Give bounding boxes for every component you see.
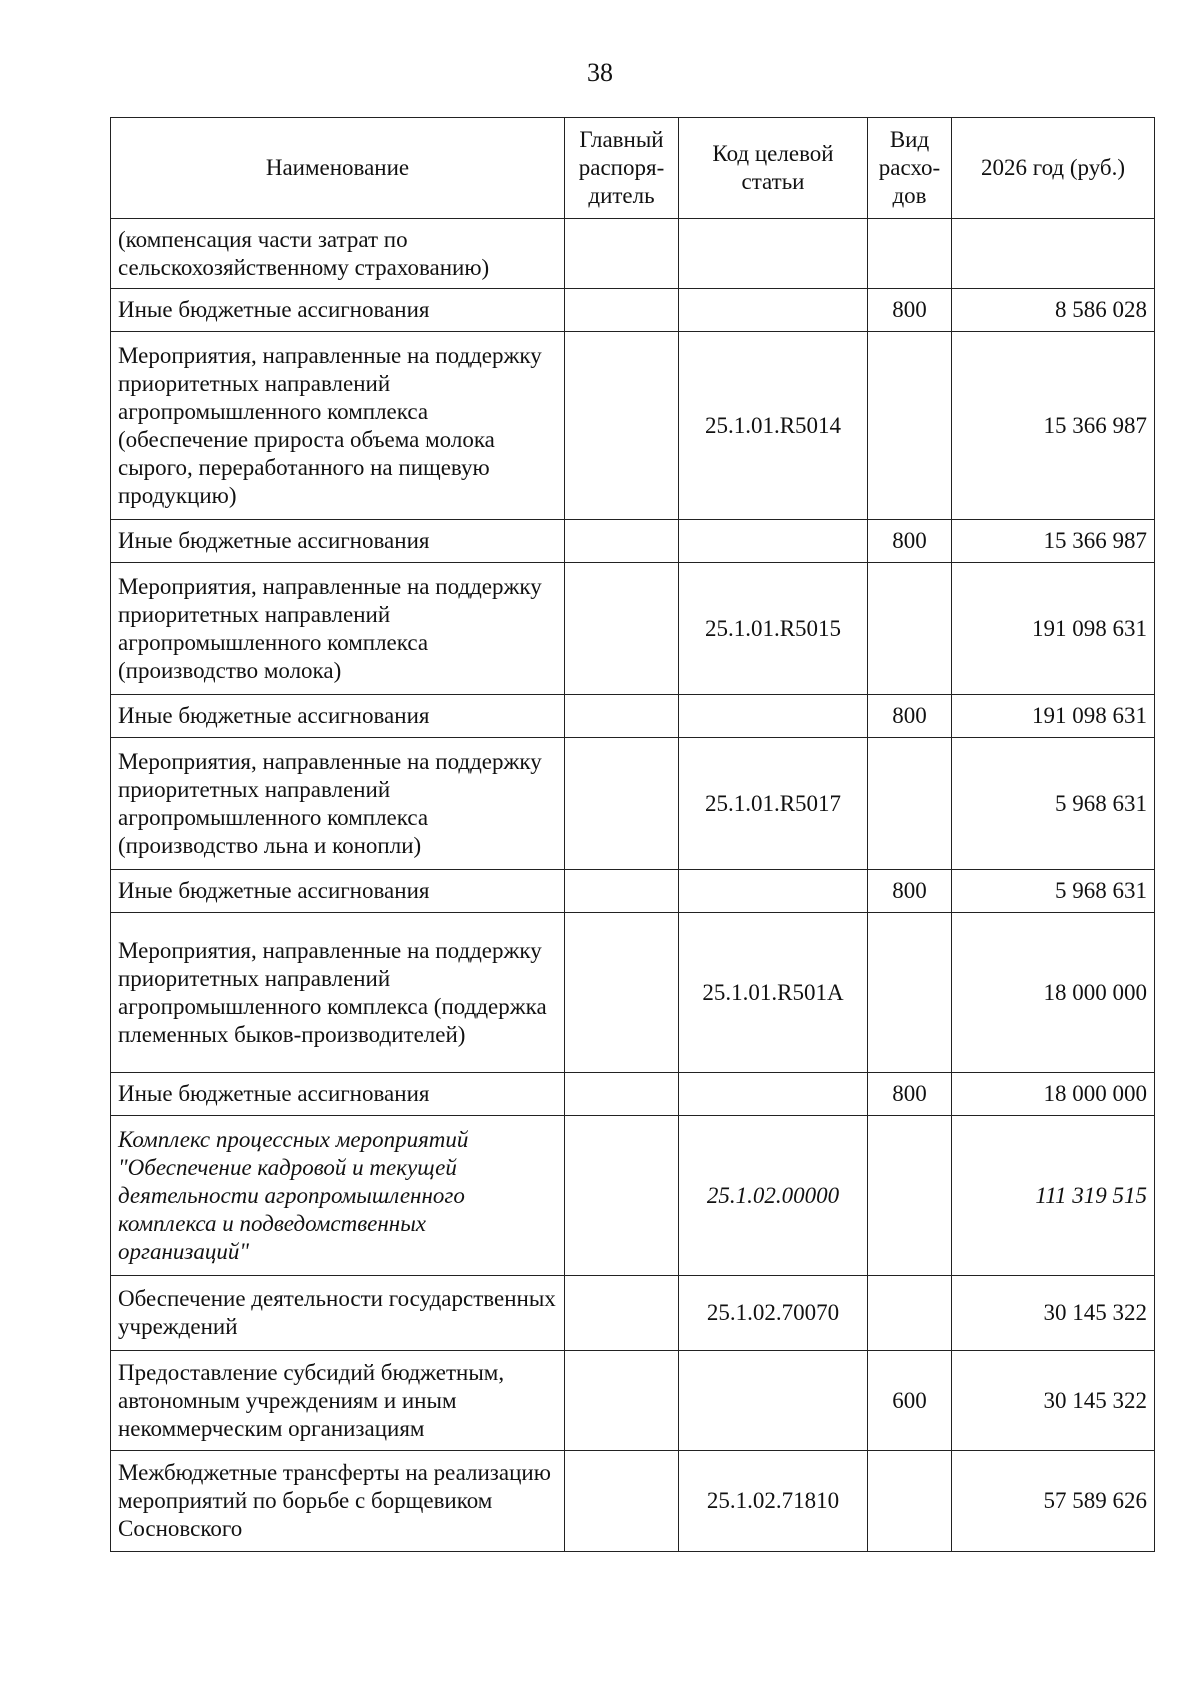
table-header-row <box>111 118 1155 219</box>
budget-table <box>110 117 1155 1552</box>
cell-amount: 111 319 515 <box>952 1116 1155 1276</box>
table-row <box>111 1073 1155 1116</box>
cell-amount <box>952 219 1155 289</box>
cell-amount: 57 589 626 <box>952 1451 1155 1552</box>
cell-target-code: 25.1.02.71810 <box>679 1451 868 1552</box>
table-row <box>111 870 1155 913</box>
table-row <box>111 1116 1155 1276</box>
cell-main-manager <box>565 1451 679 1552</box>
cell-expense-type <box>868 1451 952 1552</box>
cell-name: Предоставление субсидий бюджетным, автономным учреждениям и иным некоммерческим организациям <box>111 1351 565 1451</box>
cell-main-manager <box>565 1116 679 1276</box>
table-row <box>111 1276 1155 1351</box>
cell-expense-type: 800 <box>868 289 952 332</box>
cell-main-manager <box>565 289 679 332</box>
cell-target-code <box>679 219 868 289</box>
cell-main-manager <box>565 1351 679 1451</box>
cell-target-code: 25.1.01.R5014 <box>679 332 868 520</box>
cell-main-manager <box>565 1073 679 1116</box>
table-row <box>111 913 1155 1073</box>
cell-expense-type <box>868 563 952 695</box>
cell-amount: 15 366 987 <box>952 520 1155 563</box>
cell-expense-type <box>868 332 952 520</box>
cell-name: Комплекс процессных мероприятий "Обеспечение кадровой и текущей деятельности агропромышленного комплекса и подведомственных организаций" <box>111 1116 565 1276</box>
cell-target-code: 25.1.01.R501A <box>679 913 868 1073</box>
cell-main-manager <box>565 913 679 1073</box>
table-row <box>111 1451 1155 1552</box>
cell-name: Иные бюджетные ассигнования <box>111 695 565 738</box>
cell-amount: 5 968 631 <box>952 738 1155 870</box>
cell-target-code <box>679 289 868 332</box>
cell-amount: 18 000 000 <box>952 913 1155 1073</box>
cell-main-manager <box>565 219 679 289</box>
cell-name: Мероприятия, направленные на поддержку приоритетных направлений агропромышленного комплекса (производство льна и конопли) <box>111 738 565 870</box>
cell-name: Обеспечение деятельности государственных учреждений <box>111 1276 565 1351</box>
cell-target-code: 25.1.01.R5017 <box>679 738 868 870</box>
cell-amount: 30 145 322 <box>952 1351 1155 1451</box>
table-row <box>111 695 1155 738</box>
cell-target-code <box>679 520 868 563</box>
cell-expense-type <box>868 1116 952 1276</box>
cell-amount: 18 000 000 <box>952 1073 1155 1116</box>
cell-amount: 15 366 987 <box>952 332 1155 520</box>
table-row <box>111 332 1155 520</box>
cell-name: Иные бюджетные ассигнования <box>111 520 565 563</box>
cell-name: Мероприятия, направленные на поддержку приоритетных направлений агропромышленного комплекса (поддержка племенных быков-производителей) <box>111 913 565 1073</box>
cell-main-manager <box>565 520 679 563</box>
table-row <box>111 219 1155 289</box>
cell-amount: 30 145 322 <box>952 1276 1155 1351</box>
cell-main-manager <box>565 870 679 913</box>
cell-name: Мероприятия, направленные на поддержку приоритетных направлений агропромышленного комплекса (обеспечение прироста объема молока сырого, переработанного на пищевую продукцию) <box>111 332 565 520</box>
header-name: Наименование <box>111 118 565 219</box>
cell-name: Иные бюджетные ассигнования <box>111 870 565 913</box>
table-row <box>111 1351 1155 1451</box>
cell-main-manager <box>565 1276 679 1351</box>
cell-name: Межбюджетные трансферты на реализацию мероприятий по борьбе с борщевиком Сосновского <box>111 1451 565 1552</box>
cell-name: Иные бюджетные ассигнования <box>111 289 565 332</box>
cell-target-code <box>679 695 868 738</box>
cell-expense-type: 800 <box>868 695 952 738</box>
table-row <box>111 520 1155 563</box>
cell-amount: 191 098 631 <box>952 563 1155 695</box>
cell-target-code <box>679 1073 868 1116</box>
header-target-code: Код целевой статьи <box>679 118 868 219</box>
table-row <box>111 563 1155 695</box>
page-number: 38 <box>587 58 613 87</box>
cell-expense-type: 600 <box>868 1351 952 1451</box>
cell-name: Иные бюджетные ассигнования <box>111 1073 565 1116</box>
cell-main-manager <box>565 563 679 695</box>
cell-main-manager <box>565 738 679 870</box>
cell-main-manager <box>565 695 679 738</box>
cell-name: (компенсация части затрат по сельскохозяйственному страхованию) <box>111 219 565 289</box>
cell-expense-type <box>868 219 952 289</box>
cell-expense-type: 800 <box>868 520 952 563</box>
cell-amount: 5 968 631 <box>952 870 1155 913</box>
cell-amount: 8 586 028 <box>952 289 1155 332</box>
cell-expense-type <box>868 1276 952 1351</box>
header-main-manager: Главный распоря-дитель <box>565 118 679 219</box>
header-year-2026: 2026 год (руб.) <box>952 118 1155 219</box>
cell-name: Мероприятия, направленные на поддержку приоритетных направлений агропромышленного комплекса (производство молока) <box>111 563 565 695</box>
cell-target-code <box>679 1351 868 1451</box>
cell-target-code: 25.1.02.00000 <box>679 1116 868 1276</box>
cell-target-code: 25.1.01.R5015 <box>679 563 868 695</box>
cell-expense-type: 800 <box>868 870 952 913</box>
cell-expense-type: 800 <box>868 1073 952 1116</box>
table-row <box>111 738 1155 870</box>
table-row <box>111 289 1155 332</box>
cell-target-code: 25.1.02.70070 <box>679 1276 868 1351</box>
cell-target-code <box>679 870 868 913</box>
cell-expense-type <box>868 913 952 1073</box>
cell-main-manager <box>565 332 679 520</box>
cell-expense-type <box>868 738 952 870</box>
cell-amount: 191 098 631 <box>952 695 1155 738</box>
header-expense-type: Вид расхо-дов <box>868 118 952 219</box>
